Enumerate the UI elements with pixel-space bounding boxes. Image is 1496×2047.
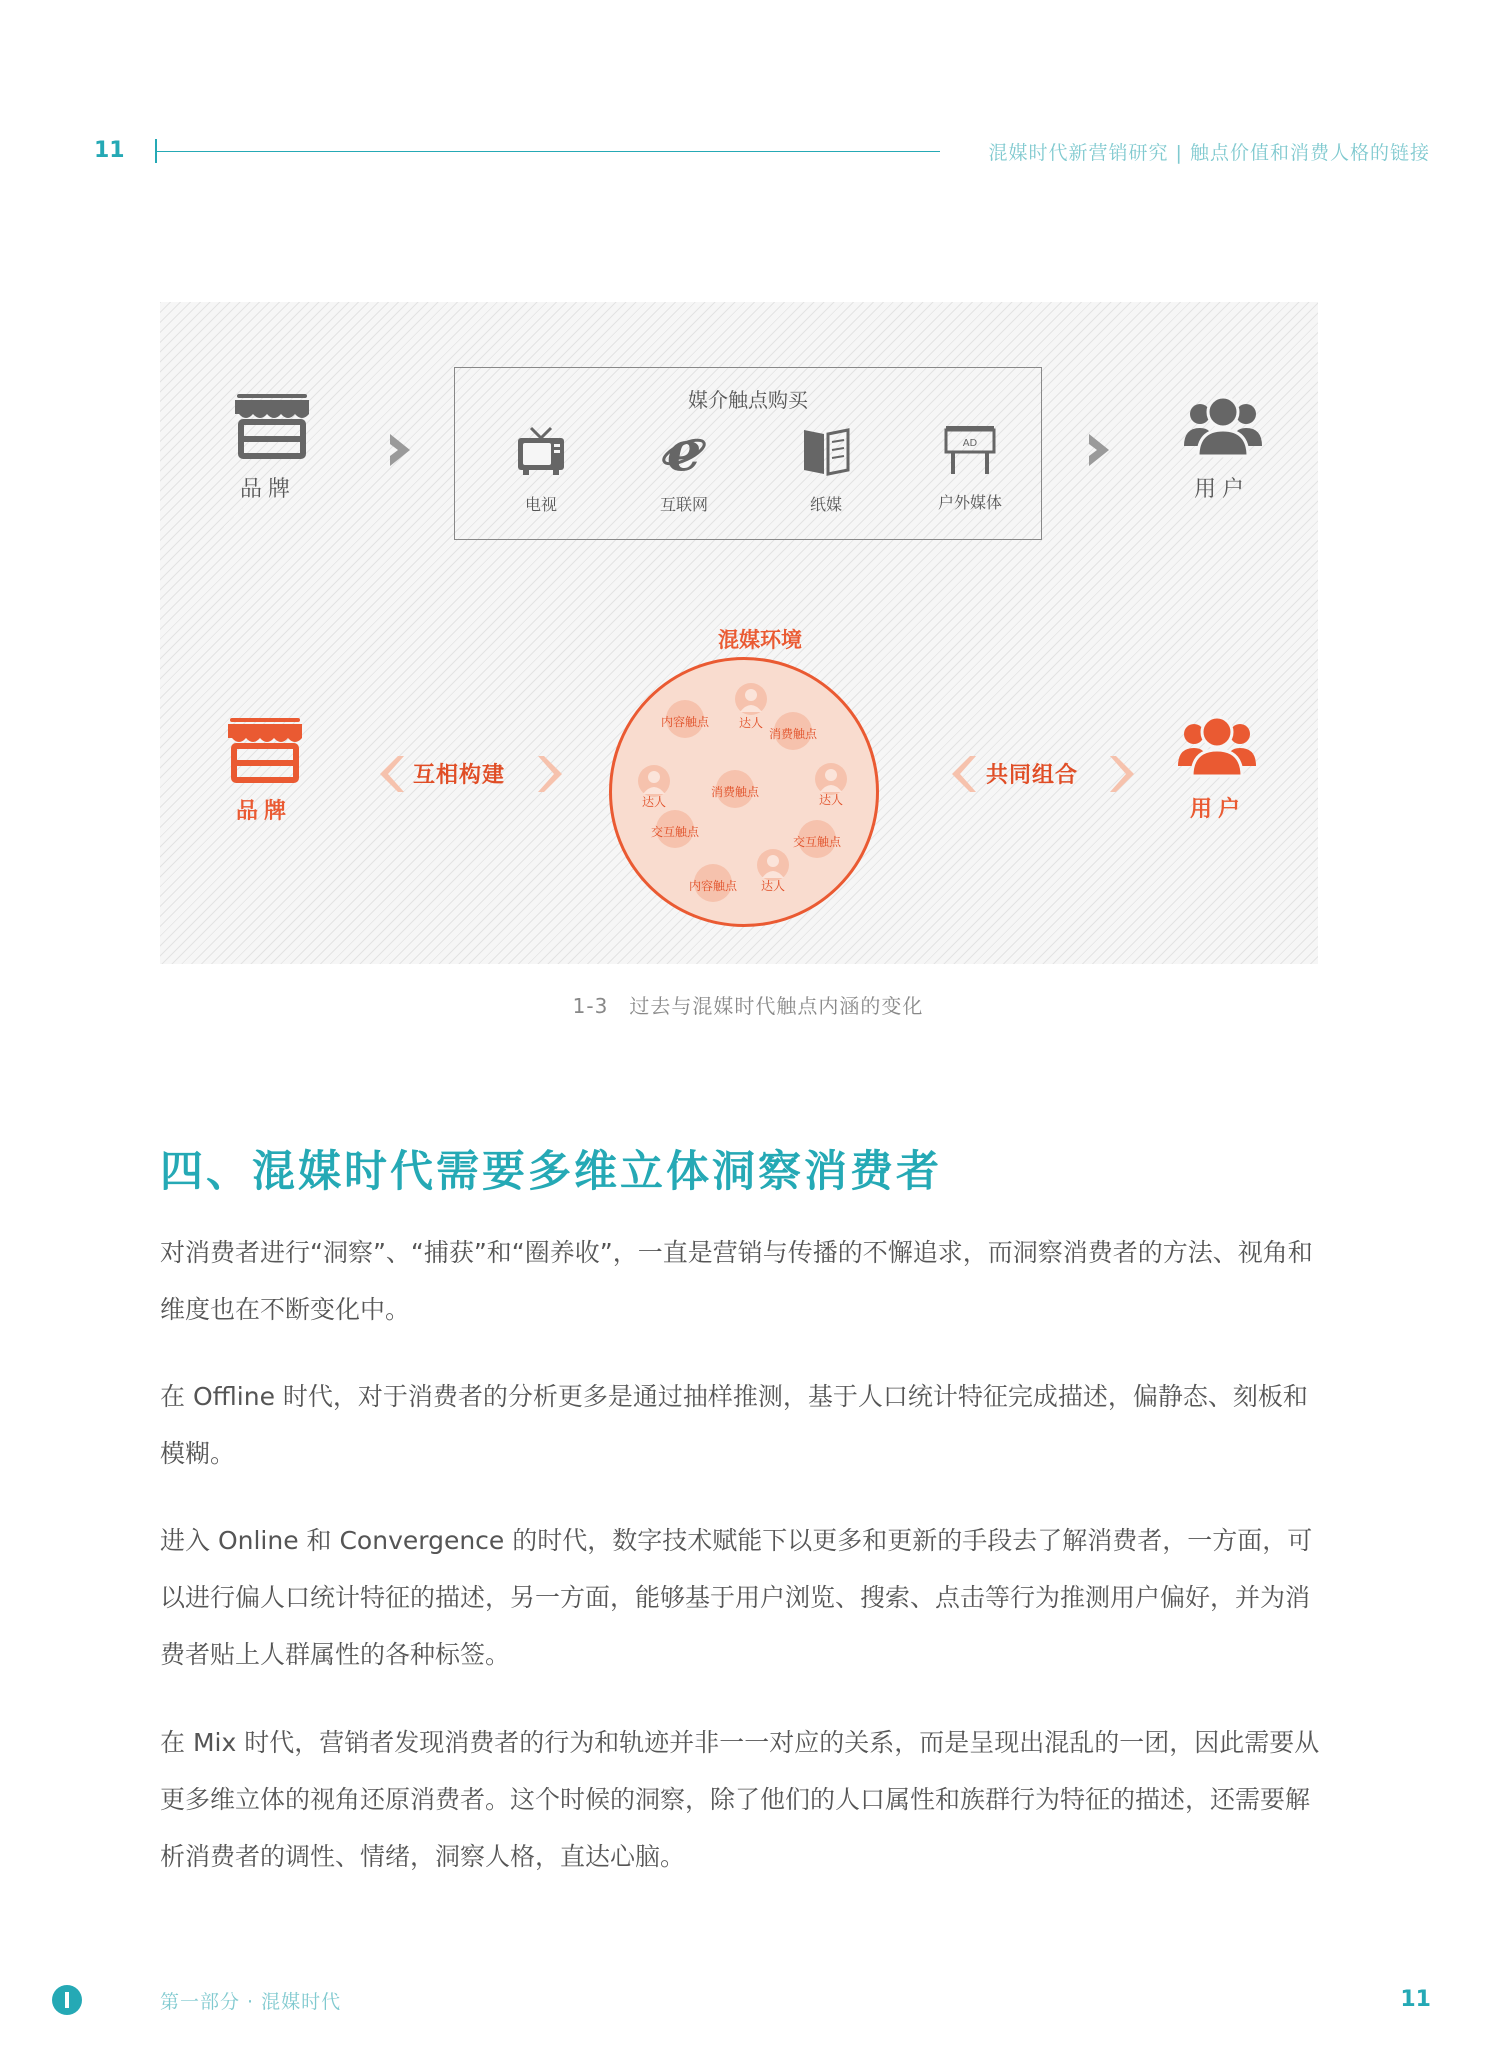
node-influencer: 达人 — [641, 795, 666, 809]
paragraph: 在 Mix 时代，营销者发现消费者的行为和轨迹并非一一对应的关系，而是呈现出混乱的一团，因此需要从更多维立体的视角还原消费者。这个时候的洞察，除了他们的人口属性和族群行为特征的描述，还需要解析消费者的调性、情绪，洞察人格，直达心脑。 — [160, 1728, 1320, 1871]
top-brand-label: 品牌 — [239, 477, 296, 502]
media-label-print: 纸媒 — [809, 495, 842, 514]
figure-caption: 1-3 过去与混媒时代触点内涵的变化 — [572, 994, 924, 1018]
media-label-tv: 电视 — [524, 495, 557, 514]
section-heading: 四、混媒时代需要多维立体洞察消费者 — [160, 1147, 942, 1197]
header-rule — [157, 151, 940, 152]
user-avatar-icon — [814, 762, 848, 796]
user-avatar-icon — [637, 764, 671, 798]
mutual-construction-label: 互相构建 — [413, 763, 506, 788]
paragraph: 对消费者进行“洞察”、“捕获”和“圈养收”，一直是营销与传播的不懈追求，而洞察消费者的方法、视角和维度也在不断变化中。 — [160, 1238, 1313, 1324]
node-influencer: 达人 — [818, 793, 843, 807]
store-icon — [233, 390, 311, 460]
footer-section-label: 第一部分 · 混媒时代 — [160, 1991, 342, 2013]
media-label-outdoor: 户外媒体 — [937, 493, 1002, 512]
header-page-number: 11 — [94, 138, 125, 163]
node-content-touchpoint: 内容触点 — [660, 715, 709, 729]
header-title: 混媒时代新营销研究 | 触点价值和消费人格的链接 — [988, 142, 1430, 164]
media-label-internet: 互联网 — [659, 495, 708, 514]
footer-page-number: 11 — [1400, 1987, 1431, 2012]
joint-combination-label: 共同组合 — [986, 763, 1079, 788]
svg-text:e: e — [666, 426, 702, 476]
user-avatar-icon — [756, 848, 790, 882]
paragraph: 在 Offline 时代，对于消费者的分析更多是通过抽样推测，基于人口统计特征完成描述，偏静态、刻板和模糊。 — [160, 1382, 1308, 1468]
users-icon — [1178, 714, 1256, 778]
node-content-touchpoint: 内容触点 — [688, 879, 737, 893]
store-icon — [226, 714, 304, 784]
paragraph: 进入 Online 和 Convergence 的时代，数字技术赋能下以更多和更新的手段去了解消费者，一方面，可以进行偏人口统计特征的描述，另一方面，能够基于用户浏览、搜索、点击等行为推测用户偏好，并为消费者贴上人群属性的各种标签。 — [160, 1526, 1313, 1669]
bottom-brand-label: 品牌 — [235, 799, 292, 824]
chevron-right-icon — [386, 432, 414, 468]
newspaper-icon — [800, 426, 852, 476]
node-consumption-touchpoint: 消费触点 — [710, 785, 759, 799]
svg-text:AD: AD — [962, 438, 978, 449]
users-icon — [1184, 394, 1262, 458]
mix-environment-title: 混媒环境 — [718, 628, 802, 652]
tv-icon — [515, 426, 567, 476]
chevron-right-icon — [1085, 432, 1113, 468]
billboard-icon — [943, 426, 997, 476]
node-interaction-touchpoint: 交互触点 — [792, 835, 841, 849]
node-influencer: 达人 — [760, 879, 785, 893]
user-avatar-icon — [734, 682, 768, 716]
node-interaction-touchpoint: 交互触点 — [650, 825, 699, 839]
bottom-user-label: 用户 — [1189, 797, 1246, 822]
node-consumption-touchpoint: 消费触点 — [768, 727, 817, 741]
node-influencer: 达人 — [738, 716, 763, 730]
media-touchpoint-box — [454, 367, 1042, 540]
internet-explorer-icon — [660, 426, 708, 476]
media-box-title: 媒介触点购买 — [688, 388, 808, 412]
figure-touchpoint-diagram — [160, 302, 1318, 964]
top-user-label: 用户 — [1193, 477, 1250, 502]
part-marker-glyph — [65, 1992, 69, 2008]
